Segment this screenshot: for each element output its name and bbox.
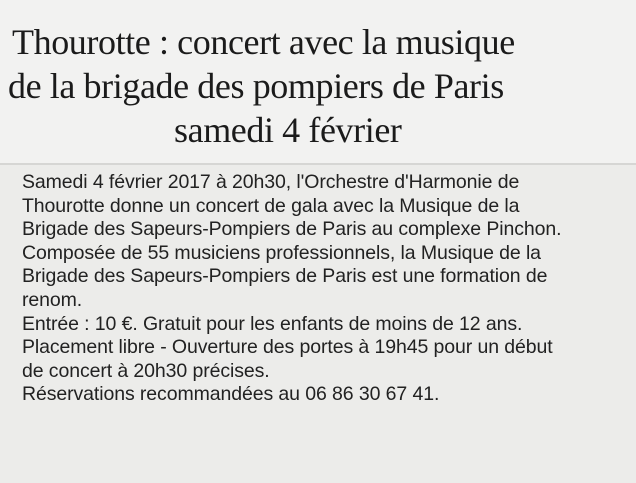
- article-line: Composée de 55 musiciens professionnels, la Musique de la: [22, 241, 541, 264]
- headline: [4, 20, 632, 152]
- article-line: renom.: [22, 288, 83, 311]
- headline-line: Thourotte : concert avec la musique: [12, 22, 515, 62]
- article-line: de concert à 20h30 précises.: [22, 359, 270, 382]
- article-line: Placement libre - Ouverture des portes à 19h45 pour un début: [22, 336, 553, 359]
- article-line: Samedi 4 février 2017 à 20h30, l'Orchestre d'Harmonie de: [22, 171, 520, 193]
- article-line: Brigade des Sapeurs-Pompiers de Paris au complexe Pinchon.: [22, 218, 562, 241]
- article-body: [22, 171, 632, 407]
- article-line: Thourotte donne un concert de gala avec la Musique de la: [22, 194, 520, 217]
- headline-date-line: samedi 4 février: [174, 110, 402, 150]
- article-line: Brigade des Sapeurs-Pompiers de Paris est une formation de: [22, 265, 548, 288]
- article-line: Entrée : 10 €. Gratuit pour les enfants de moins de 12 ans.: [22, 312, 523, 335]
- headline-line: de la brigade des pompiers de Paris: [8, 66, 504, 106]
- reservation-line: Réservations recommandées au 06 86 30 67 41.: [22, 383, 440, 406]
